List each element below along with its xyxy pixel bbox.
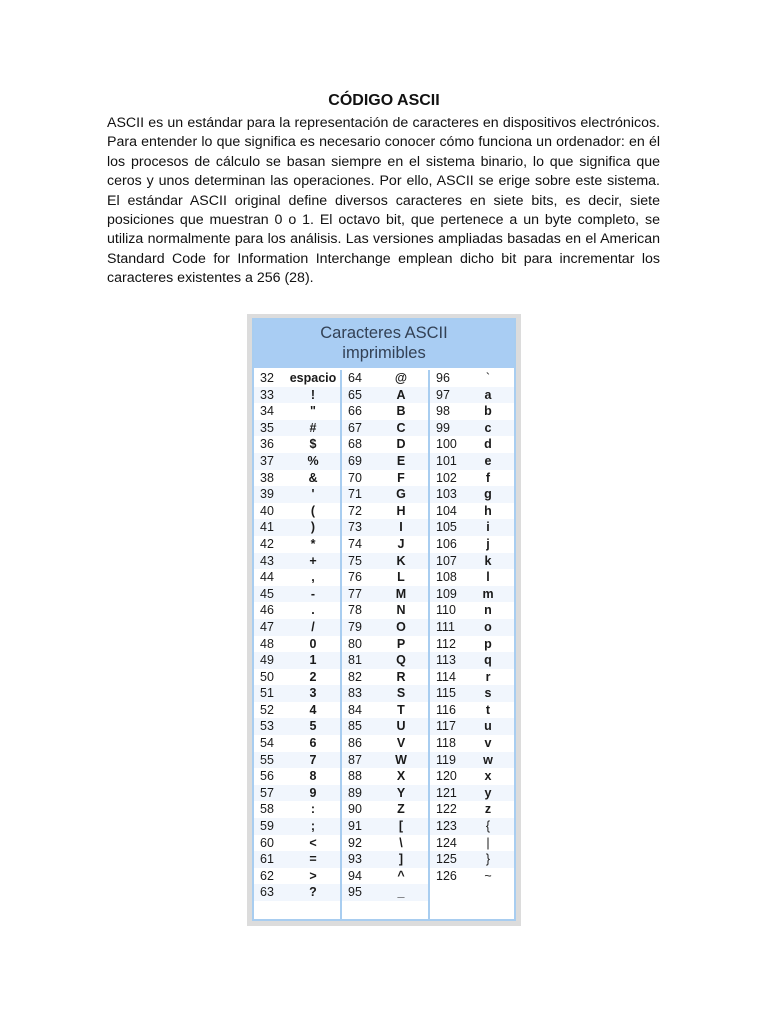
ascii-code: 43 [260, 553, 274, 568]
table-column-3 [430, 370, 514, 919]
ascii-character: " [310, 404, 316, 419]
ascii-code: 109 [436, 586, 457, 601]
ascii-code: 39 [260, 487, 274, 502]
ascii-code: 72 [348, 503, 362, 518]
table-row [430, 403, 514, 420]
table-row [254, 553, 340, 570]
table-row [430, 387, 514, 404]
table-row [430, 420, 514, 437]
ascii-character: | [486, 835, 490, 850]
ascii-character: v [484, 736, 492, 751]
table-row [342, 553, 428, 570]
ascii-code: 76 [348, 570, 362, 585]
ascii-code: 93 [348, 852, 362, 867]
ascii-character: [ [398, 819, 404, 834]
table-row [342, 486, 428, 503]
ascii-table [252, 318, 516, 921]
ascii-code: 117 [436, 719, 456, 734]
ascii-character: q [484, 653, 492, 668]
ascii-character: E [396, 453, 406, 468]
ascii-code: 60 [260, 835, 274, 850]
table-row [342, 752, 428, 769]
ascii-code: 56 [260, 769, 274, 784]
ascii-character: C [396, 420, 406, 435]
ascii-code: 83 [348, 686, 362, 701]
ascii-character: } [485, 852, 491, 867]
ascii-code: 110 [436, 603, 456, 618]
ascii-character: 8 [309, 769, 317, 784]
ascii-code: 69 [348, 453, 362, 468]
table-row [342, 884, 428, 901]
table-row [254, 569, 340, 586]
ascii-character: X [396, 769, 406, 784]
table-row [254, 486, 340, 503]
table-row [254, 536, 340, 553]
ascii-code: 85 [348, 719, 362, 734]
table-row [254, 403, 340, 420]
ascii-character: % [307, 453, 319, 468]
ascii-code: 53 [260, 719, 274, 734]
ascii-character: . [311, 603, 315, 618]
ascii-code: 66 [348, 404, 362, 419]
table-row [342, 536, 428, 553]
table-row [342, 652, 428, 669]
ascii-code: 41 [260, 520, 274, 535]
ascii-code: 121 [436, 785, 457, 800]
table-header [254, 320, 514, 368]
table-row [254, 420, 340, 437]
table-row [430, 801, 514, 818]
ascii-character: b [484, 404, 492, 419]
ascii-code: 68 [348, 437, 362, 452]
ascii-code: 102 [436, 470, 457, 485]
ascii-code: 112 [436, 636, 456, 651]
table-row [430, 470, 514, 487]
ascii-character: $ [309, 437, 317, 452]
ascii-character: m [482, 586, 494, 601]
ascii-character: O [396, 619, 406, 634]
ascii-code: 59 [260, 819, 274, 834]
ascii-character: U [396, 719, 406, 734]
table-row [254, 835, 340, 852]
table-row [430, 486, 514, 503]
table-row [254, 370, 340, 387]
ascii-character: B [396, 404, 406, 419]
ascii-code: 111 [436, 619, 456, 634]
table-row [342, 470, 428, 487]
ascii-code: 104 [436, 503, 457, 518]
ascii-code: 64 [348, 371, 362, 385]
ascii-code: 44 [260, 570, 274, 585]
table-row [430, 619, 514, 636]
ascii-code: 49 [260, 653, 274, 668]
ascii-character: ; [310, 819, 316, 834]
ascii-code: 51 [260, 686, 274, 701]
intro-paragraph: ASCII es un estándar para la representación de caracteres en dispositivos electrónicos. Para entender lo que significa es necesario conocer cómo funciona un ordenador: en él los procesos de cálculo se basan siempre en el sistema binario, lo que significa que ceros y unos determinan las operaciones. Por ello, ASCII se erige sobre este sistema. El estándar ASCII original define diversos caracteres en siete bits, es decir, siete posiciones que muestran 0 o 1. El octavo bit, que pertenece a un byte completo, se utiliza normalmente para los análisis. Las versiones ampliadas basadas en el American Standard Code for Information Interchange emplean dicho bit para incrementar los caracteres existentes a 256 (28). [107, 115, 660, 287]
ascii-character: - [310, 586, 316, 601]
ascii-code: 91 [348, 819, 362, 834]
ascii-character: < [309, 835, 317, 850]
ascii-code: 81 [348, 653, 362, 668]
ascii-code: 107 [436, 553, 457, 568]
table-row [254, 519, 340, 536]
table-row [430, 851, 514, 868]
ascii-character: + [309, 553, 317, 568]
page-title: CÓDIGO ASCII [328, 92, 440, 109]
ascii-code: 52 [260, 702, 274, 717]
table-row [430, 868, 514, 885]
ascii-character: ? [309, 885, 317, 900]
ascii-character: 1 [309, 653, 317, 668]
ascii-character: > [309, 868, 317, 883]
ascii-character: ` [485, 371, 491, 385]
ascii-character: y [484, 785, 492, 800]
table-row [342, 818, 428, 835]
ascii-character: _ [397, 885, 405, 900]
ascii-code: 62 [260, 868, 274, 883]
ascii-code: 95 [348, 885, 362, 900]
ascii-character: W [395, 752, 407, 767]
ascii-character: S [396, 686, 406, 701]
table-row [430, 735, 514, 752]
ascii-code: 100 [436, 437, 457, 452]
table-row [342, 453, 428, 470]
ascii-character: l [486, 570, 490, 585]
table-row [342, 586, 428, 603]
ascii-code: 86 [348, 736, 362, 751]
ascii-code: 88 [348, 769, 362, 784]
ascii-code: 124 [436, 835, 457, 850]
ascii-code: 35 [260, 420, 274, 435]
table-row [430, 586, 514, 603]
ascii-code: 50 [260, 669, 274, 684]
ascii-code: 82 [348, 669, 362, 684]
ascii-character: N [396, 603, 406, 618]
table-row [342, 735, 428, 752]
ascii-code: 84 [348, 702, 362, 717]
table-row [254, 801, 340, 818]
ascii-code: 116 [436, 702, 456, 717]
table-row [342, 685, 428, 702]
table-row [342, 669, 428, 686]
ascii-code: 122 [436, 802, 457, 817]
table-row [254, 718, 340, 735]
ascii-code: 118 [436, 736, 456, 751]
ascii-character: 5 [309, 719, 317, 734]
ascii-character: espacio [289, 371, 337, 385]
table-row [342, 835, 428, 852]
table-header-line2: imprimibles [342, 344, 426, 362]
ascii-code: 40 [260, 503, 274, 518]
table-row [254, 884, 340, 901]
ascii-code: 73 [348, 520, 362, 535]
table-row [342, 619, 428, 636]
ascii-character: Q [396, 653, 406, 668]
ascii-code: 48 [260, 636, 274, 651]
table-row [254, 453, 340, 470]
table-row [430, 818, 514, 835]
ascii-code: 96 [436, 371, 450, 385]
ascii-code: 101 [436, 453, 457, 468]
ascii-character: A [396, 387, 406, 402]
ascii-character: I [399, 520, 403, 535]
ascii-code: 38 [260, 470, 274, 485]
ascii-character: s [484, 686, 492, 701]
ascii-code: 94 [348, 868, 362, 883]
ascii-code: 99 [436, 420, 450, 435]
ascii-character: : [310, 802, 316, 817]
ascii-character: z [484, 802, 492, 817]
table-row [342, 403, 428, 420]
table-row [254, 785, 340, 802]
ascii-character: P [396, 636, 406, 651]
table-row [342, 602, 428, 619]
table-row [254, 586, 340, 603]
table-row [342, 868, 428, 885]
table-header-line1: Caracteres ASCII [320, 324, 448, 342]
ascii-code: 108 [436, 570, 457, 585]
table-row [254, 752, 340, 769]
ascii-character: , [311, 570, 315, 585]
ascii-code: 34 [260, 404, 274, 419]
ascii-code: 98 [436, 404, 450, 419]
ascii-character: 2 [309, 669, 317, 684]
ascii-code: 120 [436, 769, 457, 784]
table-row [254, 735, 340, 752]
ascii-character: 6 [309, 736, 317, 751]
ascii-code: 80 [348, 636, 362, 651]
ascii-code: 92 [348, 835, 362, 850]
ascii-character: 3 [309, 686, 317, 701]
table-row [430, 370, 514, 387]
table-row [254, 685, 340, 702]
table-row [430, 569, 514, 586]
ascii-code: 75 [348, 553, 362, 568]
ascii-character: 0 [309, 636, 317, 651]
table-row [430, 702, 514, 719]
ascii-character: \ [399, 835, 403, 850]
table-row [342, 569, 428, 586]
table-row [430, 768, 514, 785]
table-row [342, 636, 428, 653]
ascii-character: a [484, 387, 492, 402]
ascii-character: L [397, 570, 405, 585]
table-row [254, 436, 340, 453]
ascii-character: d [484, 437, 492, 452]
ascii-character: * [310, 536, 316, 551]
ascii-character: J [397, 536, 405, 551]
table-row [254, 818, 340, 835]
ascii-character: j [486, 536, 490, 551]
table-row [342, 503, 428, 520]
table-row [254, 868, 340, 885]
ascii-code: 63 [260, 885, 274, 900]
ascii-code: 97 [436, 387, 450, 402]
ascii-code: 103 [436, 487, 457, 502]
ascii-code: 65 [348, 387, 362, 402]
ascii-code: 89 [348, 785, 362, 800]
table-row [430, 519, 514, 536]
ascii-code: 119 [436, 752, 456, 767]
table-row [254, 702, 340, 719]
ascii-character: n [484, 603, 492, 618]
table-row [342, 370, 428, 387]
ascii-code: 125 [436, 852, 457, 867]
table-row [430, 835, 514, 852]
ascii-character: { [485, 819, 491, 834]
ascii-character: M [395, 586, 407, 601]
ascii-character: p [484, 636, 492, 651]
ascii-code: 42 [260, 536, 274, 551]
ascii-code: 87 [348, 752, 362, 767]
table-row [430, 785, 514, 802]
table-row [342, 851, 428, 868]
ascii-code: 70 [348, 470, 362, 485]
ascii-character: e [484, 453, 492, 468]
table-row [430, 503, 514, 520]
table-column-1 [254, 370, 340, 919]
ascii-character: 7 [309, 752, 317, 767]
ascii-character: # [309, 420, 317, 435]
table-row [430, 536, 514, 553]
table-row [430, 636, 514, 653]
ascii-code: 113 [436, 653, 456, 668]
ascii-character: t [485, 702, 491, 717]
ascii-character: Y [396, 785, 406, 800]
ascii-character: @ [394, 371, 408, 385]
ascii-code: 78 [348, 603, 362, 618]
ascii-code: 74 [348, 536, 362, 551]
table-row [254, 636, 340, 653]
ascii-character: K [396, 553, 406, 568]
ascii-code: 36 [260, 437, 274, 452]
table-row [254, 669, 340, 686]
ascii-code: 114 [436, 669, 456, 684]
ascii-character: D [396, 437, 406, 452]
table-row [342, 420, 428, 437]
ascii-code: 37 [260, 453, 274, 468]
ascii-character: Z [397, 802, 405, 817]
ascii-code: 123 [436, 819, 457, 834]
table-row [254, 470, 340, 487]
ascii-character: o [484, 619, 492, 634]
ascii-code: 67 [348, 420, 362, 435]
table-row [342, 718, 428, 735]
table-row [430, 685, 514, 702]
ascii-character: F [397, 470, 405, 485]
ascii-code: 57 [260, 785, 274, 800]
ascii-character: i [486, 520, 490, 535]
ascii-table-frame [247, 314, 521, 926]
ascii-character: c [484, 420, 492, 435]
table-row [430, 453, 514, 470]
ascii-code: 58 [260, 802, 274, 817]
ascii-code: 106 [436, 536, 457, 551]
ascii-character: w [483, 752, 493, 767]
table-row [430, 752, 514, 769]
table-row [430, 718, 514, 735]
ascii-code: 55 [260, 752, 274, 767]
table-row [254, 602, 340, 619]
ascii-code: 79 [348, 619, 362, 634]
ascii-character: k [484, 553, 492, 568]
table-row [254, 652, 340, 669]
ascii-character: = [309, 852, 317, 867]
ascii-character: ] [398, 852, 404, 867]
ascii-character: ^ [397, 868, 405, 883]
ascii-character: 4 [309, 702, 317, 717]
ascii-character: ' [311, 487, 315, 502]
ascii-character: 9 [309, 785, 317, 800]
table-row [342, 785, 428, 802]
ascii-character: V [396, 736, 406, 751]
ascii-character: G [396, 487, 406, 502]
ascii-character: r [485, 669, 491, 684]
ascii-character: g [484, 487, 492, 502]
ascii-code: 54 [260, 736, 274, 751]
table-row [254, 851, 340, 868]
table-row [342, 387, 428, 404]
ascii-character: R [396, 669, 406, 684]
ascii-code: 32 [260, 371, 274, 385]
ascii-character: / [311, 619, 315, 634]
ascii-character: f [485, 470, 491, 485]
ascii-code: 115 [436, 686, 456, 701]
table-row [254, 619, 340, 636]
ascii-character: h [484, 503, 492, 518]
ascii-code: 47 [260, 619, 274, 634]
ascii-code: 61 [260, 852, 274, 867]
table-row [430, 602, 514, 619]
ascii-code: 90 [348, 802, 362, 817]
ascii-character: ) [310, 520, 316, 535]
ascii-code: 105 [436, 520, 457, 535]
ascii-code: 126 [436, 868, 457, 883]
ascii-character: ~ [484, 868, 492, 883]
table-row [430, 553, 514, 570]
ascii-code: 77 [348, 586, 362, 601]
ascii-character: x [484, 769, 492, 784]
ascii-code: 46 [260, 603, 274, 618]
ascii-character: u [484, 719, 492, 734]
table-row [254, 387, 340, 404]
table-row [254, 768, 340, 785]
ascii-code: 71 [348, 487, 362, 502]
table-column-2 [342, 370, 428, 919]
ascii-code: 45 [260, 586, 274, 601]
ascii-character: H [396, 503, 406, 518]
table-row [342, 436, 428, 453]
table-row [342, 702, 428, 719]
ascii-character: ! [310, 387, 316, 402]
table-row [342, 768, 428, 785]
table-row [342, 519, 428, 536]
ascii-character: ( [310, 503, 316, 518]
table-row [254, 503, 340, 520]
table-row [342, 801, 428, 818]
ascii-character: T [397, 702, 405, 717]
table-row [430, 652, 514, 669]
table-row [430, 669, 514, 686]
table-row [430, 436, 514, 453]
ascii-character: & [308, 470, 318, 485]
ascii-code: 33 [260, 387, 274, 402]
